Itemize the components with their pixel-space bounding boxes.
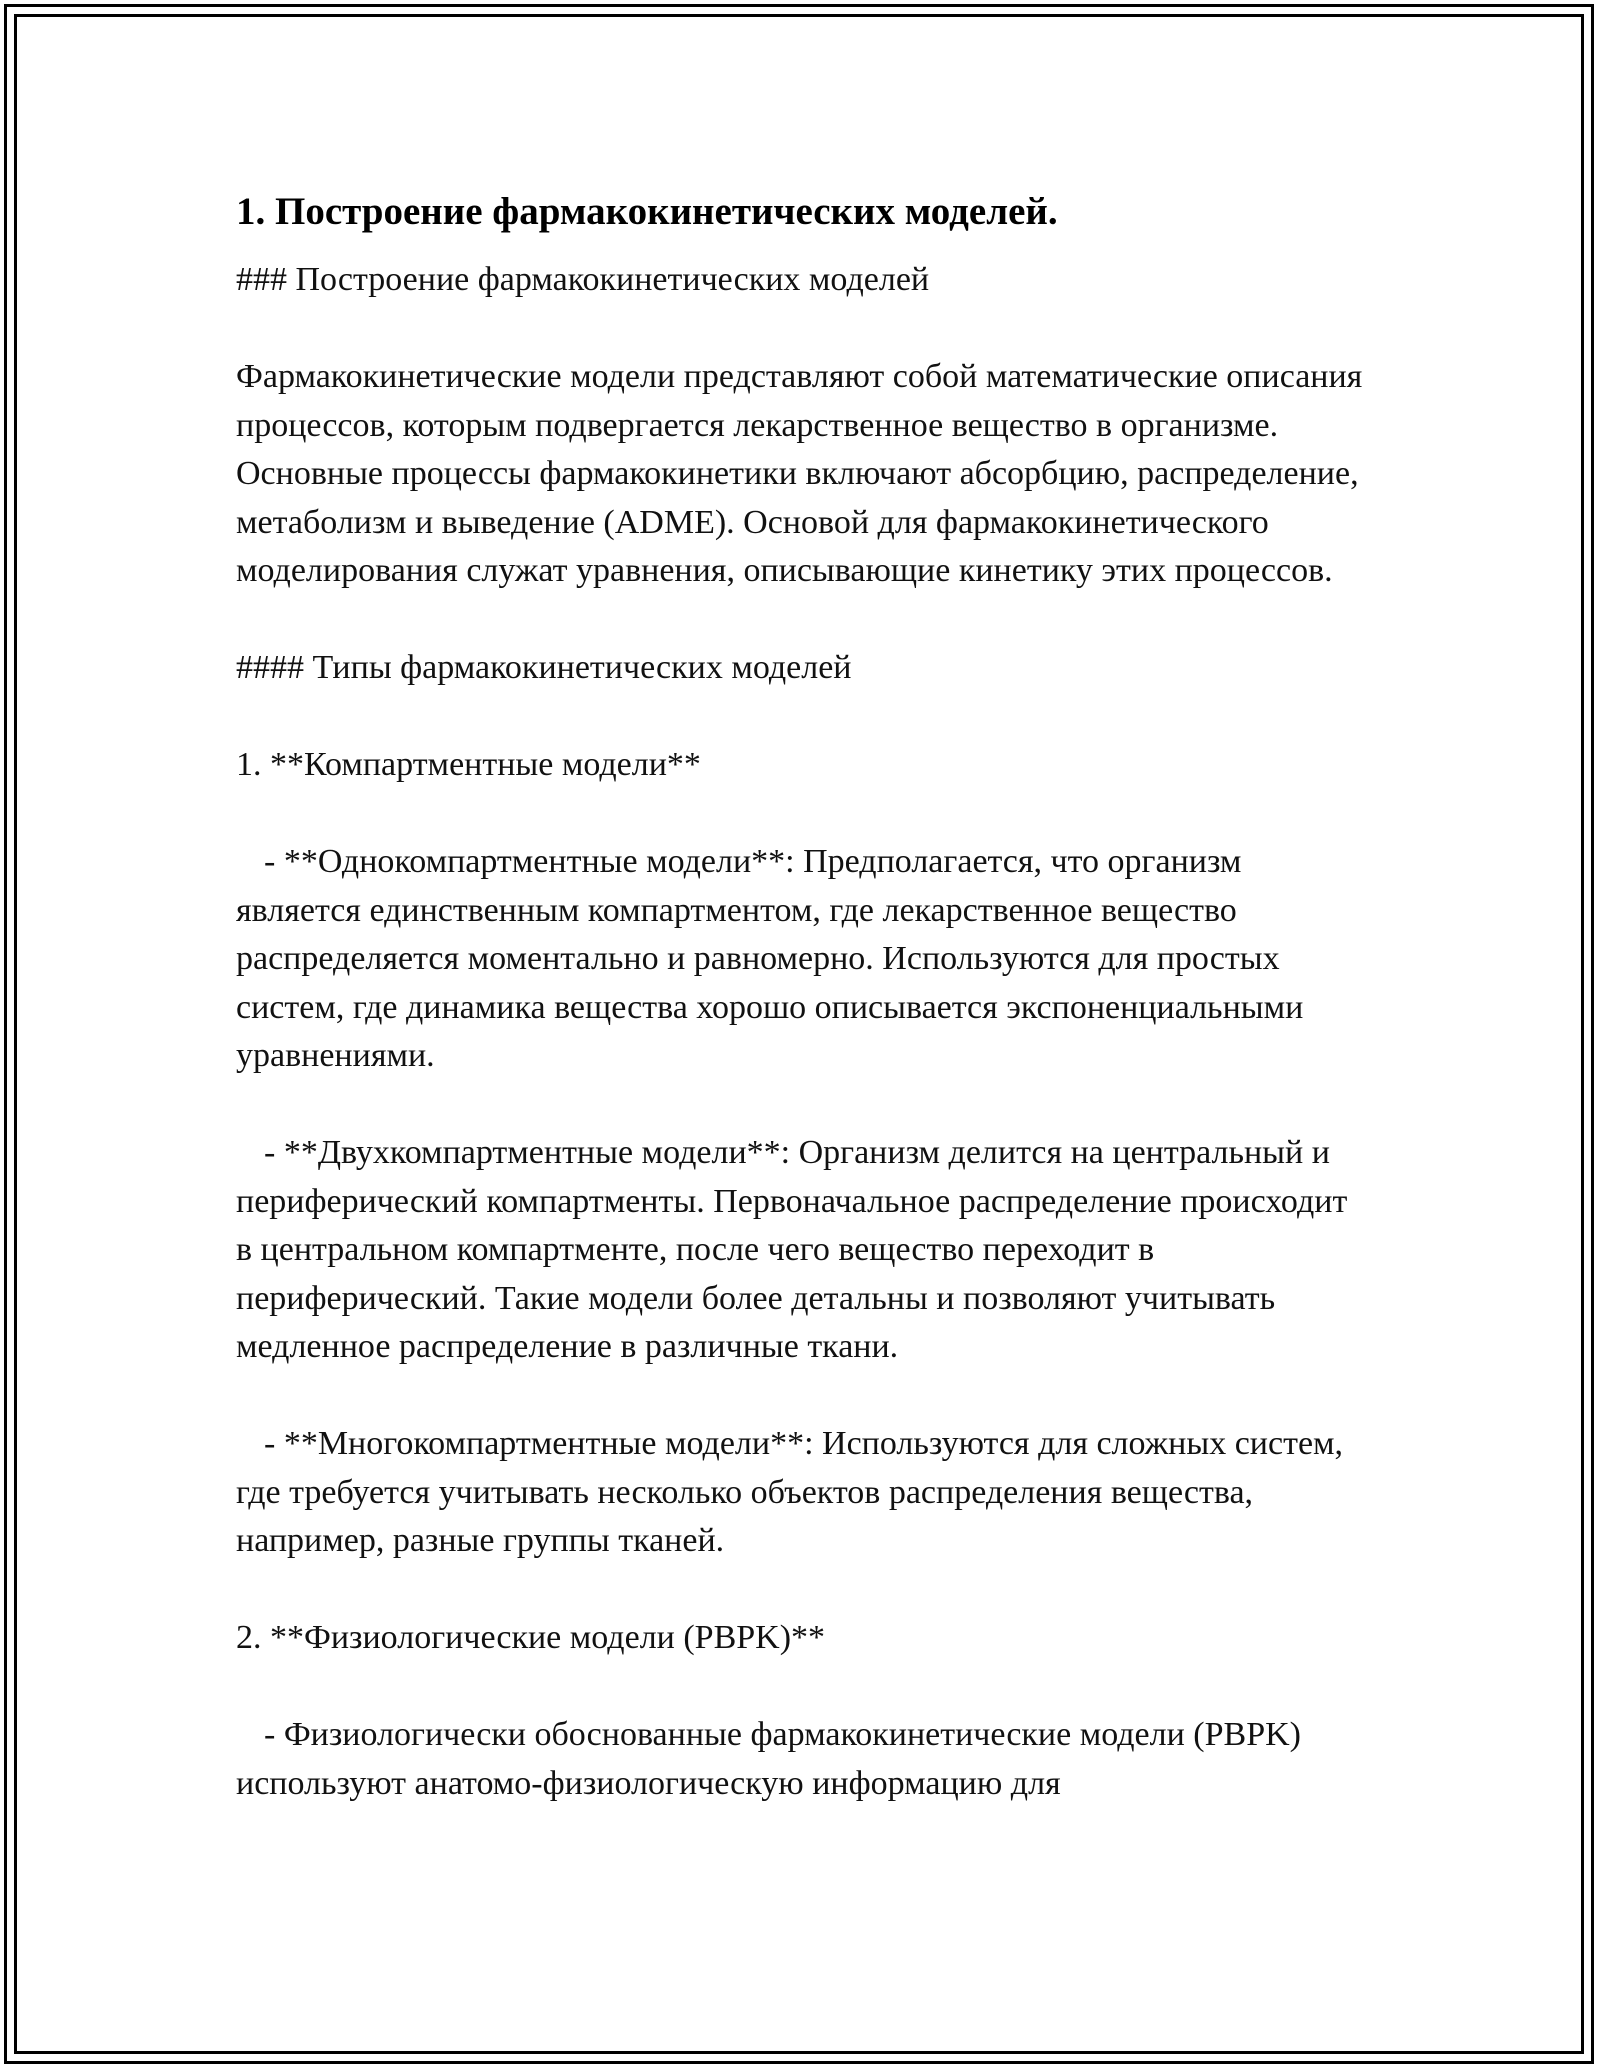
sublist-item-multi-compartment <box>236 1420 1366 1566</box>
list-item-compartment-models: 1. **Компартментные модели** <box>236 746 701 783</box>
bullet-text: - **Многокомпартментные модели**: Используются для сложных систем, где требуется учитывать несколько объектов распределения вещества, например, разные группы тканей. <box>236 1425 1352 1559</box>
document-body <box>236 188 1371 1857</box>
bullet-text: - Физиологически обоснованные фармакокинетические модели (PBPK) используют анатомо-физиологическую информацию для <box>236 1716 1310 1802</box>
sublist-item-pbpk <box>236 1711 1366 1808</box>
document-title: 1. Построение фармакокинетических моделей. <box>236 190 1058 233</box>
section-heading: ### Построение фармакокинетических моделей <box>236 261 930 298</box>
intro-paragraph: Фармакокинетические модели представляют собой математические описания процессов, которым подвергается лекарственное вещество в организме. Основные процессы фармакокинетики включают абсорбцию, распределение, метаболизм и выведение (ADME). Основой для фармакокинетического моделирования служат уравнения, описывающие кинетику этих процессов. <box>236 358 1371 589</box>
sublist-item-two-compartment <box>236 1129 1366 1372</box>
list-item-physiological-models: 2. **Физиологические модели (PBPK)** <box>236 1619 826 1656</box>
sublist-item-one-compartment <box>236 838 1366 1081</box>
bullet-text: - **Двухкомпартментные модели**: Организм делится на центральный и периферический компартменты. Первоначальное распределение происходит в центральном компартменте, после чего вещество переходит в периферический. Такие модели более детальны и позволяют учитывать медленное распределение в различные ткани. <box>236 1134 1356 1365</box>
subsection-heading: #### Типы фармакокинетических моделей <box>236 649 852 686</box>
bullet-text: - **Однокомпартментные модели**: Предполагается, что организм является единственным компартментом, где лекарственное вещество распределяется моментально и равномерно. Используются для простых систем, где динамика вещества хорошо описывается экспоненциальными уравнениями. <box>236 843 1312 1074</box>
